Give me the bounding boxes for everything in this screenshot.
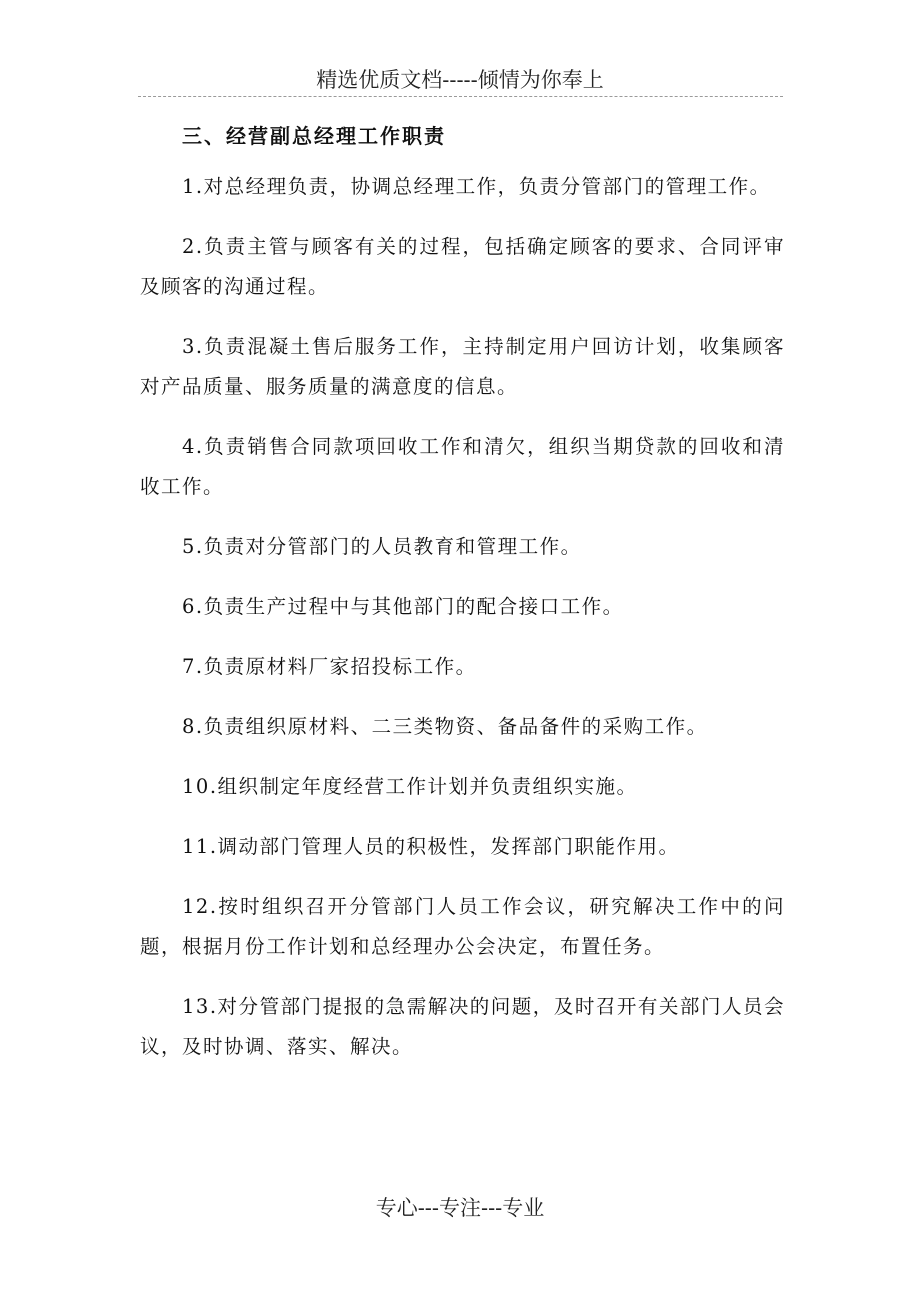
duty-item: 12.按时组织召开分管部门人员工作会议，研究解决工作中的问题，根据月份工作计划和总经理办公会决定，布置任务。 [140,895,785,958]
duty-item: 13.对分管部门提报的急需解决的问题，及时召开有关部门人员会议，及时协调、落实、解决。 [140,995,785,1058]
duty-item: 7.负责原材料厂家招投标工作。 [182,655,477,678]
duty-item: 2.负责主管与顾客有关的过程，包括确定顾客的要求、合同评审及顾客的沟通过程。 [140,235,785,298]
page-header: 精选优质文档-----倾情为你奉上 [316,68,604,92]
duty-item: 5.负责对分管部门的人员教育和管理工作。 [182,535,582,558]
section-title: 三、经营副总经理工作职责 [182,124,446,148]
duty-item: 4.负责销售合同款项回收工作和清欠，组织当期贷款的回收和清收工作。 [140,435,785,498]
duty-item: 10.组织制定年度经营工作计划并负责组织实施。 [182,775,638,798]
duty-item: 8.负责组织原材料、二三类物资、备品备件的采购工作。 [182,715,708,738]
document-body [140,116,785,1087]
duty-item: 6.负责生产过程中与其他部门的配合接口工作。 [182,595,624,618]
duty-item: 1.对总经理负责，协调总经理工作，负责分管部门的管理工作。 [182,175,771,198]
page-footer: 专心---专注---专业 [375,1196,545,1220]
duty-item: 11.调动部门管理人员的积极性，发挥部门职能作用。 [182,835,680,858]
duty-item: 3.负责混凝土售后服务工作，主持制定用户回访计划，收集顾客对产品质量、服务质量的满意度的信息。 [140,335,785,398]
header-divider [138,96,783,97]
